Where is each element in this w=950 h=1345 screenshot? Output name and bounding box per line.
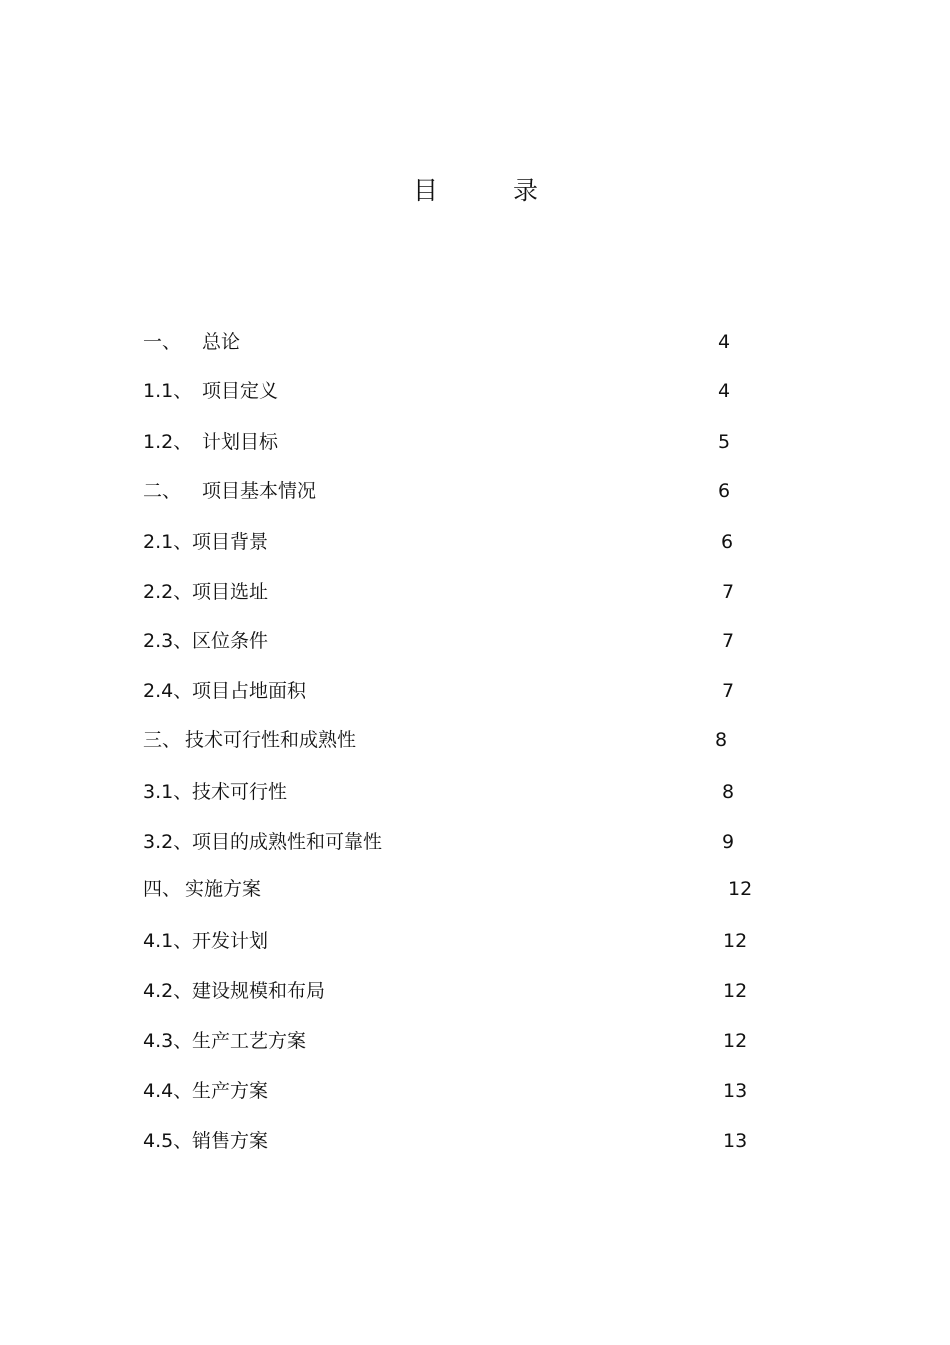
toc-entry-number: 4.4、	[143, 1080, 193, 1102]
toc-entry-number: 3.1、	[143, 781, 193, 803]
toc-entry[interactable]	[143, 329, 783, 355]
toc-entry-text: 生产方案	[192, 1080, 269, 1102]
toc-entry[interactable]	[143, 628, 783, 654]
toc-title-char-2: 录	[513, 176, 539, 205]
toc-entry-page: 12	[723, 1030, 748, 1052]
toc-entry[interactable]	[143, 779, 783, 805]
toc-entry-text: 实施方案	[185, 878, 262, 900]
toc-entry-page: 4	[718, 380, 731, 402]
toc-entry-number: 2.1、	[143, 531, 193, 553]
toc-entry-page: 5	[718, 431, 731, 453]
toc-entry-number: 4.2、	[143, 980, 193, 1002]
toc-entry[interactable]	[143, 876, 783, 902]
toc-entry[interactable]	[143, 829, 783, 855]
toc-entry-number: 二、	[143, 480, 182, 502]
toc-entry-number: 4.1、	[143, 930, 193, 952]
toc-entry-page: 13	[723, 1080, 748, 1102]
toc-entry-page: 7	[722, 680, 735, 702]
toc-entry-page: 6	[718, 480, 731, 502]
toc-entry-number: 三、	[143, 729, 182, 751]
toc-entry-page: 4	[718, 331, 731, 353]
toc-entry[interactable]	[143, 978, 783, 1004]
toc-entry[interactable]	[143, 727, 783, 753]
toc-entry[interactable]	[143, 378, 783, 404]
toc-entry-number: 2.4、	[143, 680, 193, 702]
toc-entry-text: 项目的成熟性和可靠性	[192, 831, 383, 853]
toc-entry-text: 生产工艺方案	[192, 1030, 307, 1052]
toc-entry-page: 12	[728, 878, 753, 900]
toc-entry-number: 2.3、	[143, 630, 193, 652]
toc-entry-text: 建设规模和布局	[192, 980, 326, 1002]
toc-entry-text: 销售方案	[192, 1130, 269, 1152]
toc-entry-number: 3.2、	[143, 831, 193, 853]
toc-entry-number: 4.5、	[143, 1130, 193, 1152]
toc-entry-page: 7	[722, 630, 735, 652]
toc-entry-number: 1.2、	[143, 431, 193, 453]
toc-entry[interactable]	[143, 429, 783, 455]
toc-entry[interactable]	[143, 579, 783, 605]
toc-title-char-1: 目	[413, 176, 439, 205]
toc-title	[0, 174, 950, 208]
toc-entry-text: 总论	[202, 331, 241, 353]
toc-entry-number: 四、	[143, 878, 182, 900]
toc-entry-text: 项目选址	[192, 581, 269, 603]
toc-entry-text: 技术可行性	[192, 781, 288, 803]
toc-entry[interactable]	[143, 678, 783, 704]
toc-entry-page: 9	[722, 831, 735, 853]
toc-entry[interactable]	[143, 1078, 783, 1104]
toc-entry-text: 区位条件	[192, 630, 269, 652]
toc-entry-text: 项目基本情况	[202, 480, 317, 502]
toc-entry-number: 2.2、	[143, 581, 193, 603]
toc-entry-page: 12	[723, 980, 748, 1002]
toc-entry-page: 7	[722, 581, 735, 603]
toc-entry-page: 8	[722, 781, 735, 803]
toc-entry-text: 技术可行性和成熟性	[185, 729, 357, 751]
toc-entry[interactable]	[143, 478, 783, 504]
toc-entry[interactable]	[143, 1128, 783, 1154]
toc-entry-number: 1.1、	[143, 380, 193, 402]
toc-entry-page: 8	[715, 729, 728, 751]
toc-entry-number: 4.3、	[143, 1030, 193, 1052]
toc-entry-number: 一、	[143, 331, 182, 353]
toc-entry-text: 项目定义	[202, 380, 279, 402]
toc-entry-text: 项目占地面积	[192, 680, 307, 702]
toc-entry-page: 6	[721, 531, 734, 553]
toc-entry-text: 项目背景	[192, 531, 269, 553]
toc-entry[interactable]	[143, 928, 783, 954]
toc-entry[interactable]	[143, 1028, 783, 1054]
toc-entry-page: 13	[723, 1130, 748, 1152]
toc-entry[interactable]	[143, 529, 783, 555]
toc-entry-text: 计划目标	[202, 431, 279, 453]
toc-entry-text: 开发计划	[192, 930, 269, 952]
toc-entry-page: 12	[723, 930, 748, 952]
